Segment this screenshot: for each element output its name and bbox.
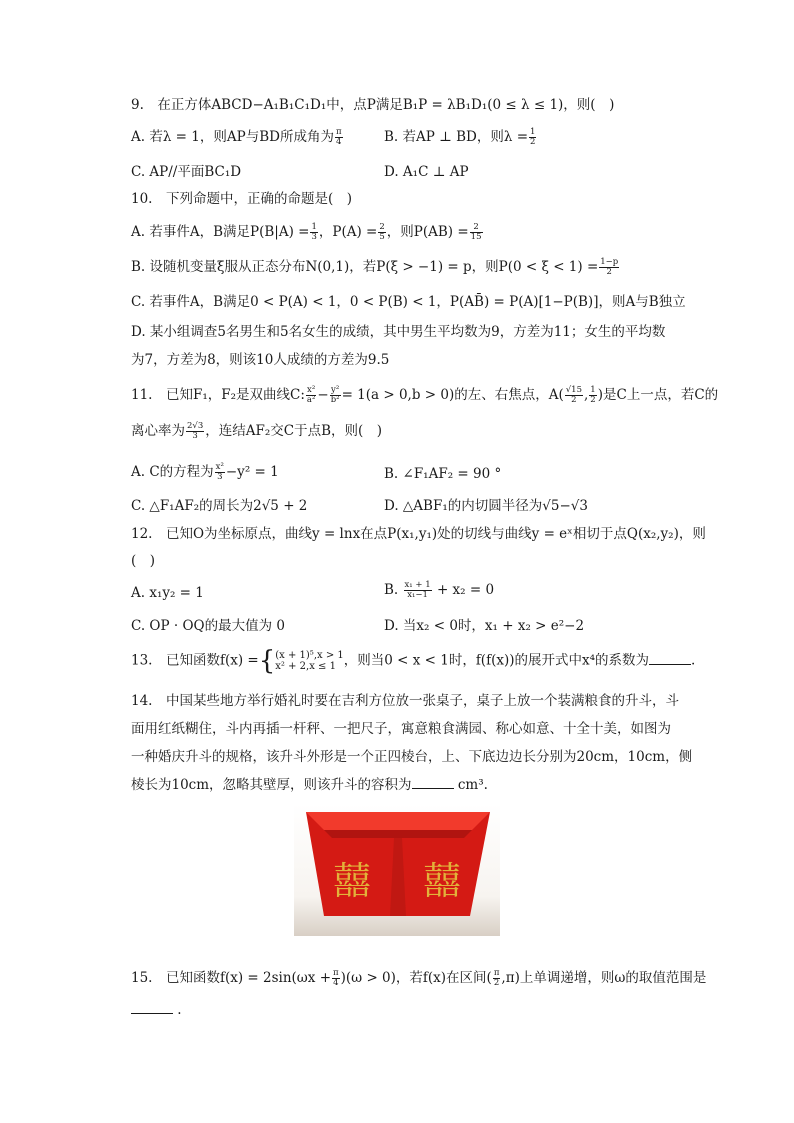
q9-option-a bbox=[131, 127, 344, 147]
q9-stem: 9. 在正方体ABCD−A₁B₁C₁D₁中，点P满足B₁P = λB₁D₁(0 ≤ λ ≤ 1)，则( ) bbox=[131, 97, 615, 113]
q13-row1: (x + 1)⁵,x > 1 bbox=[275, 650, 344, 661]
q15-mid: )(ω > 0)，若f(x)在区间( bbox=[340, 970, 492, 986]
q11-option-c: C. △F₁AF₂的周长为2√5 + 2 bbox=[131, 498, 308, 514]
q12-b-frac bbox=[404, 581, 432, 600]
q11-a-text: A. C的方程为 bbox=[131, 464, 214, 480]
q13-answer-blank[interactable] bbox=[649, 651, 691, 665]
q13-stem bbox=[131, 646, 696, 676]
q14-line3: 一种婚庆升斗的规格，该升斗外形是一个正四棱台，上、下底边边长分别为20cm，10cm，侧 bbox=[131, 749, 693, 765]
q9-option-b bbox=[384, 127, 537, 147]
q11-frac-y bbox=[330, 386, 341, 405]
q13-end: ，则当0 < x < 1时，f(f(x))的展开式中x⁴的系数为 bbox=[343, 652, 650, 669]
q11-e-num: 2√3 bbox=[187, 421, 204, 431]
wedding-box-photo bbox=[294, 804, 500, 936]
q15-tail: . bbox=[177, 1002, 182, 1018]
q9-b-fraction bbox=[529, 128, 536, 147]
q12-stem-line2: ( ) bbox=[131, 553, 156, 569]
q11-x: x² bbox=[307, 385, 316, 395]
q13-brace: { bbox=[258, 646, 276, 676]
q14-l4-end: cm³. bbox=[457, 777, 488, 793]
q10-a-text: A. 若事件A，B满足P(B|A) = bbox=[131, 224, 310, 240]
q11-option-d: D. △ABF₁的内切圆半径为√5−√3 bbox=[384, 498, 588, 514]
q9-a-text: A. 若λ = 1，则AP与BD所成角为 bbox=[131, 129, 334, 145]
wedding-box-svg bbox=[294, 804, 500, 936]
q10-stem: 10. 下列命题中，正确的命题是( ) bbox=[131, 191, 353, 207]
q11-frac-x bbox=[306, 386, 316, 405]
q12-option-c: C. OP · OQ的最大值为 0 bbox=[131, 618, 285, 634]
q10-b-den: 2 bbox=[606, 267, 612, 277]
q11-option-a bbox=[131, 462, 279, 482]
q15-stem bbox=[131, 968, 706, 988]
q14-l4-pre: 棱长为10cm，忽略其壁厚，则该升斗的容积为 bbox=[131, 777, 412, 793]
q15-frac1 bbox=[332, 969, 340, 988]
q11-a-num: x² bbox=[215, 462, 224, 472]
q13-tail: . bbox=[691, 652, 696, 669]
q9-b-num: 1 bbox=[530, 127, 536, 137]
q10-option-b bbox=[131, 257, 620, 277]
q10-option-c: C. 若事件A，B满足0 < P(A) < 1，0 < P(B) < 1，P(AB̄) = P(A)[1−P(B)]，则A与B独立 bbox=[131, 294, 686, 310]
q10-a-f2d: 5 bbox=[379, 232, 385, 242]
q11-l2-pre: 离心率为 bbox=[131, 423, 185, 439]
q11-two-b: 2 bbox=[590, 395, 596, 405]
q14-line2: 面用红纸糊住，斗内再插一杆秤、一把尺子，寓意粮食满园、称心如意、十全十美，如图为 bbox=[131, 721, 671, 737]
q11-e-den: 3 bbox=[192, 431, 198, 441]
q11-frac-ax bbox=[565, 386, 583, 405]
q12-option-d: D. 当x₂ < 0时，x₁ + x₂ > e²−2 bbox=[384, 618, 585, 634]
q11-l2-end: ，连结AF₂交C于点B，则( ) bbox=[205, 423, 383, 439]
box-rim bbox=[306, 812, 490, 830]
q13-pre: 13. 已知函数f(x) = bbox=[131, 652, 259, 669]
q13-piecewise bbox=[258, 646, 344, 676]
q10-a-f3n: 2 bbox=[470, 223, 483, 233]
q12-option-b bbox=[384, 580, 494, 600]
q10-a-f3d: 15 bbox=[470, 232, 482, 242]
q9-b-text: B. 若AP ⊥ BD，则λ = bbox=[384, 129, 529, 145]
double-happiness-left: 囍 bbox=[332, 859, 372, 903]
q10-a-f1d: 3 bbox=[311, 232, 317, 242]
q15-line2 bbox=[131, 1000, 182, 1020]
q11-two: 2 bbox=[571, 395, 577, 405]
q10-option-d-line2: 为7，方差为8，则该10人成绩的方差为9.5 bbox=[131, 352, 390, 368]
q11-b: b² bbox=[330, 395, 340, 405]
q9-option-c: C. AP//平面BC₁D bbox=[131, 164, 242, 180]
q15-answer-blank[interactable] bbox=[131, 1000, 173, 1014]
box-inner bbox=[324, 830, 472, 838]
q10-option-a bbox=[131, 222, 484, 242]
q11-stem-mid: = 1(a > 0,b > 0)的左、右焦点，A( bbox=[341, 387, 564, 403]
q10-a-mid2: ，则P(AB) = bbox=[386, 224, 469, 240]
q14-answer-blank[interactable] bbox=[412, 775, 454, 789]
q12-option-a: A. x₁y₂ = 1 bbox=[131, 585, 204, 601]
q15-pden: 4 bbox=[333, 978, 339, 988]
q15-pre: 15. 已知函数f(x) = 2sin(ωx + bbox=[131, 970, 332, 986]
q14-line4 bbox=[131, 775, 488, 795]
q9-option-d: D. A₁C ⊥ AP bbox=[384, 164, 469, 180]
q11-stem: 11. 已知F₁，F₂是双曲线C: $\frac{\text{x²}}{\text{a²}}$ − $\frac{\text{y²}}{\text{b²}}$ = 1(a > 0,b > 0)的左、右焦点，A( $\frac{√15}{2}$ , $\frac{1}{2}$ )是C上一点，若C的 bbox=[131, 385, 719, 405]
q11-stem-end: )是C上一点，若C的 bbox=[597, 387, 719, 403]
q12-stem: 12. 已知O为坐标原点，曲线y = lnx在点P(x₁,y₁)处的切线与曲线y = eˣ相切于点Q(x₂,y₂)，则 bbox=[131, 526, 706, 542]
q11-a-den: 3 bbox=[217, 472, 223, 482]
q15-end: ,π)上单调递增，则ω的取值范围是 bbox=[501, 970, 707, 986]
q11-frac-ay bbox=[589, 386, 596, 405]
q10-a-f1n: 1 bbox=[311, 222, 317, 232]
q10-a-frac2 bbox=[378, 223, 385, 242]
q12-b-num: x₁ + 1 bbox=[404, 580, 431, 590]
q10-option-d-line1: D. 某小组调查5名男生和5名女生的成绩，其中男生平均数为9，方差为11；女生的平均数 bbox=[131, 324, 666, 340]
q9-a-num: π bbox=[335, 127, 342, 137]
q10-b-text: B. 设随机变量ξ服从正态分布N(0,1)，若P(ξ > −1) = p，则P(0 < ξ < 1) = bbox=[131, 259, 599, 275]
q11-stem-line2 bbox=[131, 421, 382, 441]
q9-a-den: 4 bbox=[336, 137, 342, 147]
q11-stem-pre: 11. 已知F₁，F₂是双曲线C: bbox=[131, 387, 305, 403]
q15-inum: π bbox=[493, 968, 500, 978]
q15-iden: 2 bbox=[493, 978, 500, 988]
q10-a-f2n: 2 bbox=[379, 222, 385, 232]
q10-a-frac3 bbox=[470, 223, 483, 242]
q10-b-num: 1−p bbox=[600, 257, 619, 267]
q15-pnum: π bbox=[333, 968, 339, 978]
q11-a-frac bbox=[215, 463, 225, 482]
q12-b-text: B. bbox=[384, 582, 399, 598]
q12-b-end: + x₂ = 0 bbox=[436, 582, 495, 598]
q12-b-den: x₁−1 bbox=[407, 590, 428, 600]
q10-b-frac bbox=[599, 258, 619, 277]
q11-sqrt15: √15 bbox=[565, 385, 582, 395]
q9-b-den: 2 bbox=[530, 137, 536, 147]
q11-a-end: −y² = 1 bbox=[225, 464, 279, 480]
q15-frac2 bbox=[493, 969, 501, 988]
double-happiness-right: 囍 bbox=[422, 859, 462, 903]
q11-e-frac bbox=[186, 422, 204, 441]
q9-a-fraction bbox=[335, 128, 343, 147]
q11-option-b: B. ∠F₁AF₂ = 90 ° bbox=[384, 466, 502, 482]
q13-row2: x² + 2,x ≤ 1 bbox=[275, 661, 336, 672]
q14-line1: 14. 中国某些地方举行婚礼时要在吉利方位放一张桌子，桌子上放一个装满粮食的升斗，斗 bbox=[131, 693, 679, 709]
q10-a-frac1 bbox=[310, 223, 317, 242]
q11-one: 1 bbox=[590, 385, 596, 395]
q10-a-mid: ，P(A) = bbox=[318, 224, 378, 240]
q11-a: a² bbox=[306, 395, 316, 405]
q11-y: y² bbox=[331, 385, 340, 395]
